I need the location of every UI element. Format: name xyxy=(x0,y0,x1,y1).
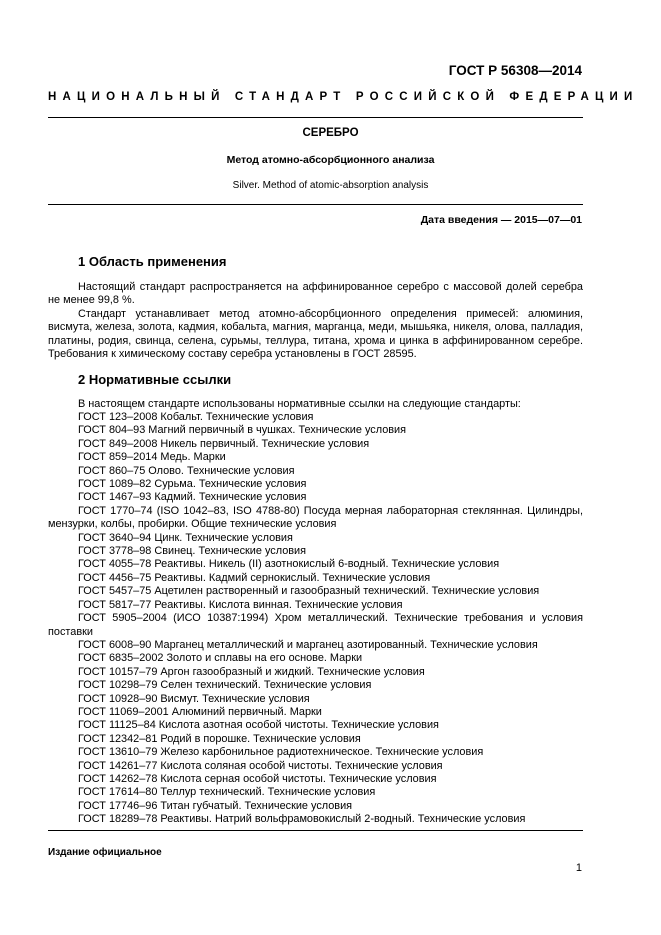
header-divider xyxy=(48,117,583,118)
reference-item: ГОСТ 4055–78 Реактивы. Никель (II) азотнокислый 6-водный. Технические условия xyxy=(78,558,500,571)
reference-item: ГОСТ 11069–2001 Алюминий первичный. Марки xyxy=(78,705,322,718)
edition-label: Издание официальное xyxy=(48,847,162,858)
reference-item: ГОСТ 6835–2002 Золото и сплавы на его основе. Марки xyxy=(78,652,363,665)
document-title-english: Silver. Method of atomic-absorption analysis xyxy=(232,180,429,191)
document-title: СЕРЕБРО xyxy=(302,127,359,139)
reference-item: ГОСТ 10298–79 Селен технический. Технические условия xyxy=(78,679,372,692)
scope-paragraph-2: Стандарт устанавливает метод атомно-абсорбционного определения примесей: алюминия, висмута, железа, золота, кадмия, кобальта, магния, марганца, меди, мышьяка, никеля, олова, палладия, платины, родия, свинца, селена, сурьмы, теллура, титана, хрома и цинка в аффинированном серебре. Требования к химическому составу серебра установлены в ГОСТ 28595. xyxy=(48,308,583,361)
reference-item: ГОСТ 5457–75 Ацетилен растворенный и газообразный технический. Технические условия xyxy=(78,585,540,598)
references-intro: В настоящем стандарте использованы нормативные ссылки на следующие стандарты: xyxy=(78,398,521,410)
reference-item: ГОСТ 860–75 Олово. Технические условия xyxy=(78,464,295,477)
national-standard-header: НАЦИОНАЛЬНЫЙ СТАНДАРТ РОССИЙСКОЙ ФЕДЕРАЦИИ xyxy=(48,91,639,103)
reference-item: ГОСТ 1770–74 (ISO 1042–83, ISO 4788-80) Посуда мерная лабораторная стеклянная. Цилиндры, мензурки, колбы, пробирки. Общие технические условия xyxy=(48,504,583,531)
section-heading-scope: 1 Область применения xyxy=(78,254,227,269)
scope-paragraph-1: Настоящий стандарт распространяется на аффинированное серебро с массовой долей серебра не менее 99,8 %. xyxy=(48,281,583,307)
reference-item: ГОСТ 18289–78 Реактивы. Натрий вольфрамовокислый 2-водный. Технические условия xyxy=(78,813,526,826)
references-list xyxy=(48,411,583,827)
reference-item: ГОСТ 6008–90 Марганец металлический и марганец азотированный. Технические условия xyxy=(78,638,538,651)
document-subtitle: Метод атомно-абсорбционного анализа xyxy=(226,154,435,166)
reference-item: ГОСТ 849–2008 Никель первичный. Технические условия xyxy=(78,437,370,450)
reference-item: ГОСТ 5905–2004 (ИСО 10387:1994) Хром металлический. Технические требования и условия поставки xyxy=(48,612,583,638)
reference-item: ГОСТ 5817–77 Реактивы. Кислота винная. Технические условия xyxy=(78,598,403,611)
reference-item: ГОСТ 3640–94 Цинк. Технические условия xyxy=(78,531,293,544)
reference-item: ГОСТ 14261–77 Кислота соляная особой чистоты. Технические условия xyxy=(78,759,443,772)
reference-item: ГОСТ 17614–80 Теллур технический. Технические условия xyxy=(78,786,376,799)
reference-item: ГОСТ 11125–84 Кислота азотная особой чистоты. Технические условия xyxy=(78,719,439,732)
reference-item: ГОСТ 13610–79 Железо карбонильное радиотехническое. Технические условия xyxy=(78,746,484,759)
reference-item: ГОСТ 3778–98 Свинец. Технические условия xyxy=(78,545,307,558)
reference-item: ГОСТ 12342–81 Родий в порошке. Технические условия xyxy=(78,732,361,745)
section-heading-references: 2 Нормативные ссылки xyxy=(78,372,232,387)
footer-divider xyxy=(48,830,583,831)
title-divider xyxy=(48,204,583,205)
introduction-date: Дата введения — 2015—07—01 xyxy=(420,214,582,226)
reference-item: ГОСТ 859–2014 Медь. Марки xyxy=(78,451,226,464)
page-number: 1 xyxy=(575,862,582,874)
gost-number: ГОСТ Р 56308—2014 xyxy=(448,63,582,78)
reference-item: ГОСТ 1089–82 Сурьма. Технические условия xyxy=(78,478,307,491)
reference-item: ГОСТ 123–2008 Кобальт. Технические условия xyxy=(78,411,314,423)
reference-item: ГОСТ 804–93 Магний первичный в чушках. Технические условия xyxy=(78,424,407,437)
reference-item: ГОСТ 17746–96 Титан губчатый. Технические условия xyxy=(78,799,353,812)
reference-item: ГОСТ 14262–78 Кислота серная особой чистоты. Технические условия xyxy=(78,772,437,785)
reference-item: ГОСТ 10157–79 Аргон газообразный и жидкий. Технические условия xyxy=(78,665,425,678)
reference-item: ГОСТ 1467–93 Кадмий. Технические условия xyxy=(78,491,307,504)
reference-item: ГОСТ 4456–75 Реактивы. Кадмий сернокислый. Технические условия xyxy=(78,571,431,584)
reference-item: ГОСТ 10928–90 Висмут. Технические условия xyxy=(78,692,310,705)
